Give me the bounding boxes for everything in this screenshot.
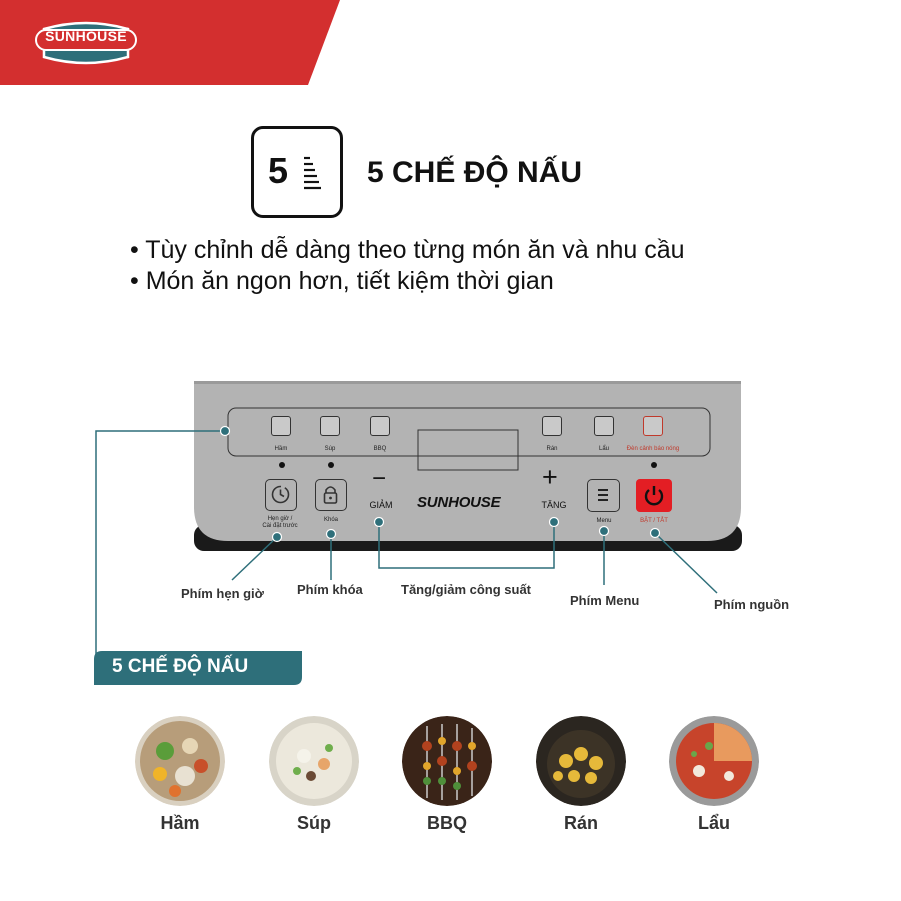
stew-mode-icon[interactable] <box>271 416 291 436</box>
callout-power-adjust: Tăng/giảm công suất <box>401 582 532 597</box>
clock-icon <box>266 480 295 509</box>
callout-power: Phím nguồn <box>714 597 790 612</box>
power-button[interactable] <box>636 479 672 512</box>
mode-lau-label: Lẩu <box>697 813 730 833</box>
feature-heading: 5 CHẾ ĐỘ NẤU <box>367 156 583 189</box>
mode-label-ham: Hầm <box>274 446 288 452</box>
lock-button[interactable] <box>315 479 347 511</box>
bbq-mode-icon[interactable] <box>370 416 390 436</box>
plus-label: TĂNG <box>541 500 567 510</box>
hot-warning-icon <box>643 416 663 436</box>
mode-label-ran: Rán <box>546 446 558 452</box>
logo-text: SUNHOUSE <box>45 28 127 44</box>
fry-mode-icon[interactable] <box>542 416 562 436</box>
bullet-2: • Món ăn ngon hơn, tiết kiệm thời gian <box>130 267 554 295</box>
minus-button[interactable]: − <box>372 465 387 492</box>
feature-icon-box <box>251 126 343 218</box>
timer-label-2: Cài đặt trước <box>262 523 298 529</box>
power-icon <box>636 479 672 512</box>
modes-badge-text: 5 CHẾ ĐỘ NẤU <box>112 656 249 677</box>
plus-button[interactable]: + <box>542 462 558 492</box>
timer-button[interactable] <box>265 479 297 511</box>
indicator-dots <box>275 460 665 470</box>
soup-photo <box>269 716 359 806</box>
mode-ham-label: Hầm <box>160 813 200 833</box>
menu-icon <box>588 480 618 510</box>
menu-button[interactable] <box>587 479 620 512</box>
mode-bbq-label: BBQ <box>427 813 467 833</box>
hotpot-mode-icon[interactable] <box>594 416 614 436</box>
mode-ran-label: Rán <box>563 813 598 833</box>
lock-icon <box>316 480 345 509</box>
power-label: BẬT / TẮT <box>640 518 668 524</box>
bbq-photo <box>402 716 492 806</box>
bullet-1: • Tùy chỉnh dễ dàng theo từng món ăn và nhu cầu <box>130 236 685 264</box>
mode-label-bbq: BBQ <box>373 446 387 452</box>
timer-label-1: Hẹn giờ / <box>267 516 293 522</box>
panel-brand: SUNHOUSE <box>417 494 501 511</box>
stew-photo <box>135 716 225 806</box>
menu-label: Menu <box>596 518 612 524</box>
warning-label: Đèn cảnh báo nóng <box>626 446 680 452</box>
soup-mode-icon[interactable] <box>320 416 340 436</box>
callout-lock: Phím khóa <box>297 582 363 597</box>
mode-label-lau: Lẩu <box>598 446 609 452</box>
hotpot-photo <box>669 716 759 806</box>
mode-label-sup: Súp <box>324 446 336 452</box>
lock-label: Khóa <box>323 517 338 523</box>
fry-photo <box>536 716 626 806</box>
callout-timer: Phím hẹn giờ <box>181 586 264 601</box>
mode-sup-label: Súp <box>297 813 331 833</box>
feature-number: 5 <box>268 150 289 191</box>
callout-menu: Phím Menu <box>570 593 640 608</box>
levels-icon <box>302 154 322 190</box>
minus-label: GIẢM <box>369 500 393 510</box>
